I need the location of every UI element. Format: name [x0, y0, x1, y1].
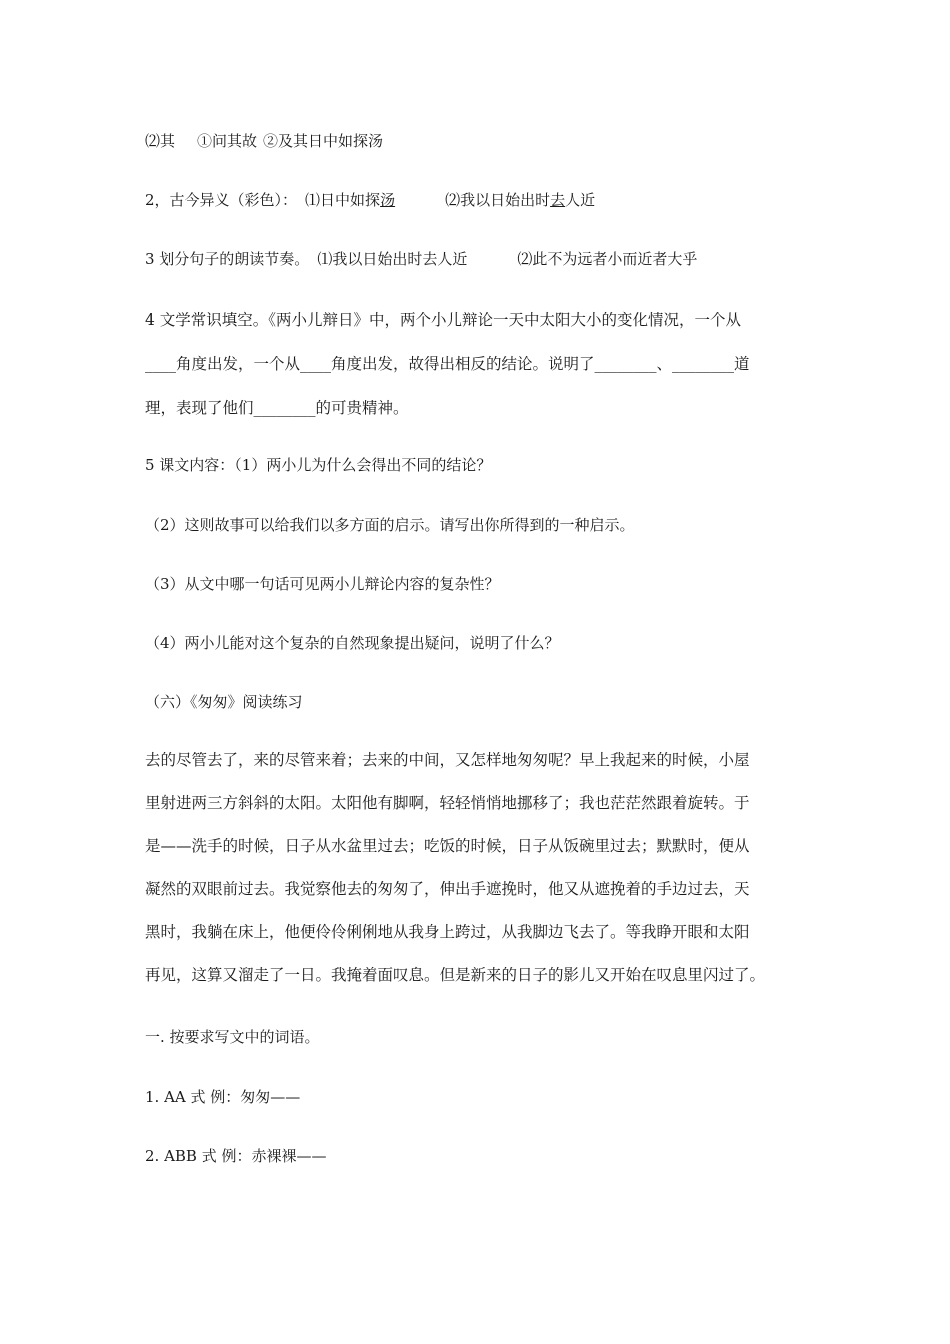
- q3-label: 3 划分句子的朗读节奏。: [145, 250, 310, 268]
- question-5-sub-4: （4）两小儿能对这个复杂的自然现象提出疑问，说明了什么？: [145, 634, 560, 652]
- passage-line-4: 凝然的双眼前过去。我觉察他去的匆匆了，伸出手遮挽时，他又从遮挽着的手边过去，天: [145, 880, 750, 898]
- passage-line-3: 是——洗手的时候，日子从水盆里过去；吃饭的时候，日子从饭碗里过去；默默时，便从: [145, 837, 750, 855]
- q4-line-2: ____角度出发，一个从____角度出发，故得出相反的结论。说明了________、________道: [145, 355, 750, 373]
- passage-line-6: 再见，这算又溜走了一日。我掩着面叹息。但是新来的日子的影儿又开始在叹息里闪过了。: [145, 966, 766, 984]
- question-3: [145, 249, 697, 269]
- q3-item-b: ⑵此不为远者小而近者大乎: [517, 250, 698, 268]
- question-5-sub-3: （3）从文中哪一句话可见两小儿辩论内容的复杂性？: [145, 575, 500, 593]
- q2-item-b-suffix: 人近: [565, 191, 596, 209]
- exercise-1-item-1: 1. AA 式 例：匆匆——: [145, 1088, 301, 1106]
- q2-item-a-word: 汤: [380, 191, 396, 209]
- question-1-item-2: [145, 131, 383, 151]
- question-4: [145, 298, 810, 430]
- passage-line-5: 黑时，我躺在床上，他便伶伶俐俐地从我身上跨过，从我脚边飞去了。等我睁开眼和太阳: [145, 923, 750, 941]
- question-5-sub-2: （2）这则故事可以给我们以多方面的启示。请写出你所得到的一种启示。: [145, 516, 635, 534]
- exercise-1-title: 一. 按要求写文中的词语。: [145, 1028, 320, 1046]
- exercise-1-item-2: 2. ABB 式 例：赤裸裸——: [145, 1147, 327, 1165]
- passage-line-2: 里射进两三方斜斜的太阳。太阳他有脚啊，轻轻悄悄地挪移了；我也茫茫然跟着旋转。于: [145, 794, 750, 812]
- q2-item-a-prefix: ⑴日中如探: [305, 191, 381, 209]
- question-5: 5 课文内容：（1）两小儿为什么会得出不同的结论？: [145, 456, 492, 474]
- q2-item-b-word: 去: [550, 191, 566, 209]
- q1-item2-option-a: ①问其故: [197, 132, 258, 150]
- q1-item2-label: ⑵其: [145, 132, 176, 150]
- q3-item-a: ⑴我以日始出时去人近: [317, 250, 468, 268]
- passage-line-1: 去的尽管去了，来的尽管来着；去来的中间，又怎样地匆匆呢？早上我起来的时候，小屋: [145, 751, 750, 769]
- reading-passage: [145, 739, 810, 997]
- q1-item2-option-b: ②及其日中如探汤: [263, 132, 384, 150]
- question-2: [145, 190, 595, 210]
- section-6-title: （六）《匆匆》阅读练习: [145, 693, 303, 711]
- q4-line-1: 4 文学常识填空。《两小儿辩日》中，两个小儿辩论一天中太阳大小的变化情况，一个从: [145, 311, 742, 329]
- q2-item-b-prefix: ⑵我以日始出时: [445, 191, 551, 209]
- q4-line-3: 理，表现了他们________的可贵精神。: [145, 399, 409, 417]
- q2-label: 2，古今异义（彩色）：: [145, 191, 298, 209]
